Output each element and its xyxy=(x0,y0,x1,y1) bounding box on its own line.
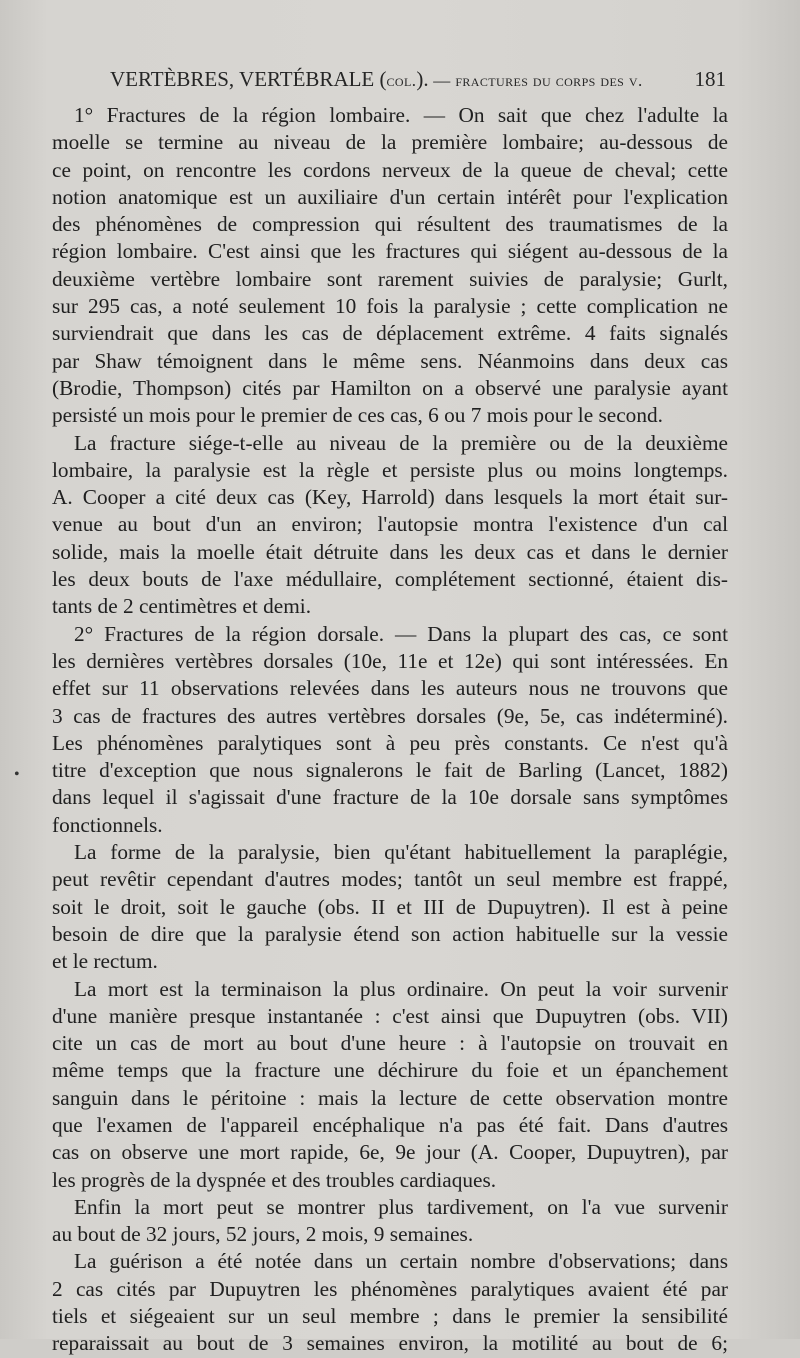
text-line: 1° Fractures de la région lombaire. — On sait que chez l'adulte la xyxy=(74,103,728,127)
text-line: La mort est la terminaison la plus ordinaire. On peut la voir survenir xyxy=(74,976,728,1001)
text-line: solide, mais la moelle était détruite dans les deux cas et dans le dernier xyxy=(52,539,728,564)
text-line: effet sur 11 observations relevées dans les auteurs nous ne trouvons que xyxy=(52,676,728,701)
text-line: dans lequel il s'agissait d'une fracture de la 10e dorsale sans symptômes xyxy=(52,785,728,810)
header-title-close: ). xyxy=(416,67,429,91)
text-line: besoin de dire que la paralysie étend son action habituelle sur la vessie xyxy=(52,921,728,946)
text-line: deuxième vertèbre lombaire sont rarement suivies de paralysie; Gurlt, xyxy=(52,266,728,291)
text-line: des phénomènes de compression qui résultent des traumatismes de la xyxy=(52,212,728,237)
text-line: tants de 2 centimètres et demi. xyxy=(52,594,312,619)
text-line: région lombaire. C'est ainsi que les fractures qui siégent au-dessous de la xyxy=(52,239,728,264)
text-line: sanguin dans le péritoine : mais la lecture de cette observation montre xyxy=(52,1085,728,1110)
text-line: titre d'exception que nous signalerons le fait de Barling (Lancet, 1882) xyxy=(52,758,728,783)
header-subtitle: — fractures du corps des v. xyxy=(428,71,643,90)
text-line: que l'examen de l'appareil encéphalique n'a pas été fait. Dans d'autres xyxy=(52,1112,728,1137)
margin-mark: • xyxy=(14,766,20,783)
header-title-main: VERTÈBRES, VERTÉBRALE ( xyxy=(110,67,387,91)
text-line: fonctionnels. xyxy=(52,812,163,837)
text-line: reparaissait au bout de 3 semaines environ, la motilité au bout de 6; xyxy=(52,1331,728,1356)
text-line: peut revêtir cependant d'autres modes; tantôt un seul membre est frappé, xyxy=(52,867,728,892)
text-line: les dernières vertèbres dorsales (10e, 11e et 12e) qui sont intéressées. En xyxy=(52,648,728,673)
text-line: persisté un mois pour le premier de ces cas, 6 ou 7 mois pour le second. xyxy=(52,403,663,428)
text-line: lombaire, la paralysie est la règle et persiste plus ou moins longtemps. xyxy=(52,457,728,482)
text-line: La fracture siége-t-elle au niveau de la première ou de la deuxième xyxy=(74,430,728,455)
header-title xyxy=(110,67,643,92)
text-line: notion anatomique est un auxiliaire d'un certain intérêt pour l'explication xyxy=(52,184,728,209)
body-text xyxy=(52,102,728,1358)
text-line: même temps que la fracture une déchirure du foie et un épanchement xyxy=(52,1058,728,1083)
text-line: La forme de la paralysie, bien qu'étant habituellement la paraplégie, xyxy=(74,840,728,865)
text-line: ce point, on rencontre les cordons nerveux de la queue de cheval; cette xyxy=(52,157,728,182)
text-line: (Brodie, Thompson) cités par Hamilton on a observé une paralysie ayant xyxy=(52,375,728,400)
text-line: les progrès de la dyspnée et des troubles cardiaques. xyxy=(52,1167,497,1192)
text-line: les deux bouts de l'axe médullaire, complétement sectionné, étaient dis- xyxy=(52,567,728,592)
text-line: Enfin la mort peut se montrer plus tardivement, on l'a vue survenir xyxy=(74,1194,728,1219)
text-line: moelle se termine au niveau de la première lombaire; au-dessous de xyxy=(52,130,728,155)
text-line: 2 cas cités par Dupuytren les phénomènes paralytiques avaient été par xyxy=(52,1276,728,1301)
text-line: Les phénomènes paralytiques sont à peu près constants. Ce n'est qu'à xyxy=(52,730,728,755)
text-line: au bout de 32 jours, 52 jours, 2 mois, 9 semaines. xyxy=(52,1222,474,1247)
text-line: sur 295 cas, a noté seulement 10 fois la paralysie ; cette complication ne xyxy=(52,294,728,319)
text-line: cas on observe une mort rapide, 6e, 9e jour (A. Cooper, Dupuytren), par xyxy=(52,1140,728,1165)
text-line: cite un cas de mort au bout d'une heure : à l'autopsie on trouvait en xyxy=(52,1031,728,1056)
text-line: soit le droit, soit le gauche (obs. II et III de Dupuytren). Il est à peine xyxy=(52,894,728,919)
text-line: 2° Fractures de la région dorsale. — Dans la plupart des cas, ce sont xyxy=(74,621,728,646)
text-line: tiels et siégeaient sur un seul membre ; dans le premier la sensibilité xyxy=(52,1304,728,1329)
text-line: d'une manière presque instantanée : c'est ainsi que Dupuytren (obs. VII) xyxy=(52,1003,728,1028)
text-line: surviendrait que dans les cas de déplacement extrême. 4 faits signalés xyxy=(52,321,728,346)
text-line: et le rectum. xyxy=(52,949,158,974)
running-header xyxy=(52,64,728,100)
text-line: A. Cooper a cité deux cas (Key, Harrold) dans lesquels la mort était sur- xyxy=(52,485,728,510)
header-col: col. xyxy=(386,71,417,90)
page-number: 181 xyxy=(694,67,726,91)
text-line: La guérison a été notée dans un certain nombre d'observations; dans xyxy=(74,1249,728,1274)
text-line: 3 cas de fractures des autres vertèbres dorsales (9e, 5e, cas indéterminé). xyxy=(52,703,728,728)
text-line: par Shaw témoignent dans le même sens. Néanmoins dans deux cas xyxy=(52,348,728,373)
text-line: venue au bout d'un an environ; l'autopsie montra l'existence d'un cal xyxy=(52,512,728,537)
